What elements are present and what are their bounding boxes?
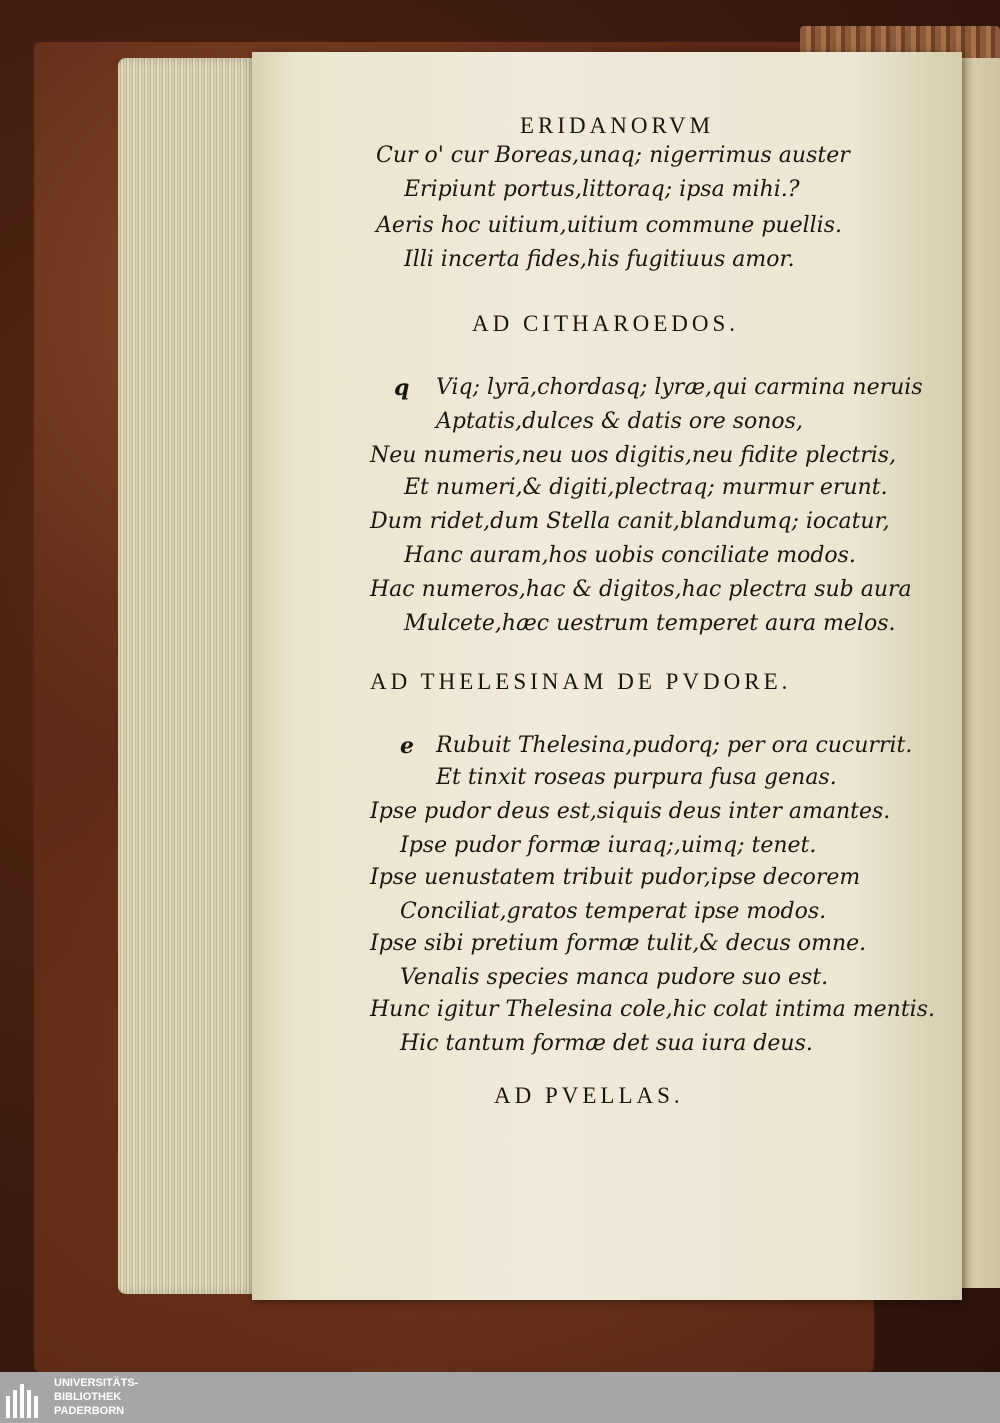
poem-line: Rubuit Thelesina,pudorq; per ora cucurrit. (436, 733, 913, 758)
poem-line: Cur o' cur Boreas,unaq; nigerrimus auster (376, 143, 850, 168)
book-page (252, 52, 962, 1300)
poem-line: Aptatis,dulces & datis ore sonos, (436, 409, 803, 434)
library-logo-icon (6, 1378, 46, 1418)
poem-line: Ipse pudor formæ iuraq;,uimq; tenet. (400, 833, 817, 858)
poem-line: Hac numeros,hac & digitos,hac plectra sub aura (370, 577, 912, 602)
poem-line: Viq; lyrā,chordasq; lyræ,qui carmina neruis (436, 375, 923, 400)
poem-line: Neu numeris,neu uos digitis,neu fidite plectris, (370, 443, 897, 468)
poem-line: Hanc auram,hos uobis conciliate modos. (404, 543, 856, 568)
running-head: ERIDANORVM (520, 113, 715, 138)
poem-line: Hic tantum formæ det sua iura deus. (400, 1031, 813, 1056)
poem-line: Aeris hoc uitium,uitium commune puellis. (376, 213, 842, 238)
logo-line: BIBLIOTHEK (54, 1391, 122, 1403)
poem-line: Hunc igitur Thelesina cole,hic colat intima mentis. (370, 997, 935, 1022)
poem-line: Venalis species manca pudore suo est. (400, 965, 829, 990)
library-footer (0, 1372, 1000, 1423)
poem-title: AD PVELLAS. (494, 1083, 684, 1108)
poem-title: AD CITHAROEDOS. (472, 311, 739, 336)
poem-line: Ipse pudor deus est,siquis deus inter amantes. (370, 799, 891, 824)
poem-title: AD THELESINAM DE PVDORE. (370, 669, 792, 694)
facing-page-edge (958, 58, 1000, 1288)
logo-line: UNIVERSITÄTS- (54, 1377, 139, 1389)
poem-line: Ipse uenustatem tribuit pudor,ipse decorem (370, 865, 861, 890)
poem-line: Illi incerta fides,his fugitiuus amor. (404, 247, 795, 272)
library-logo-text (54, 1376, 138, 1418)
poem-line: Ipse sibi pretium formæ tulit,& decus omne. (370, 931, 867, 956)
poem-line: Et tinxit roseas purpura fusa genas. (436, 765, 837, 790)
logo-line: PADERBORN (54, 1405, 125, 1417)
poem-line: Conciliat,gratos temperat ipse modos. (400, 899, 827, 924)
page-edges (118, 58, 258, 1294)
poem-line: Mulcete,hæc uestrum temperet aura melos. (404, 611, 896, 636)
poem-line: Dum ridet,dum Stella canit,blandumq; iocatur, (370, 509, 890, 534)
poem-line: Eripiunt portus,littoraq; ipsa mihi.? (404, 177, 800, 202)
poem-line: Et numeri,& digiti,plectraq; murmur erunt. (404, 475, 888, 500)
initial-letter: e (400, 733, 414, 759)
initial-letter: q (394, 375, 410, 401)
